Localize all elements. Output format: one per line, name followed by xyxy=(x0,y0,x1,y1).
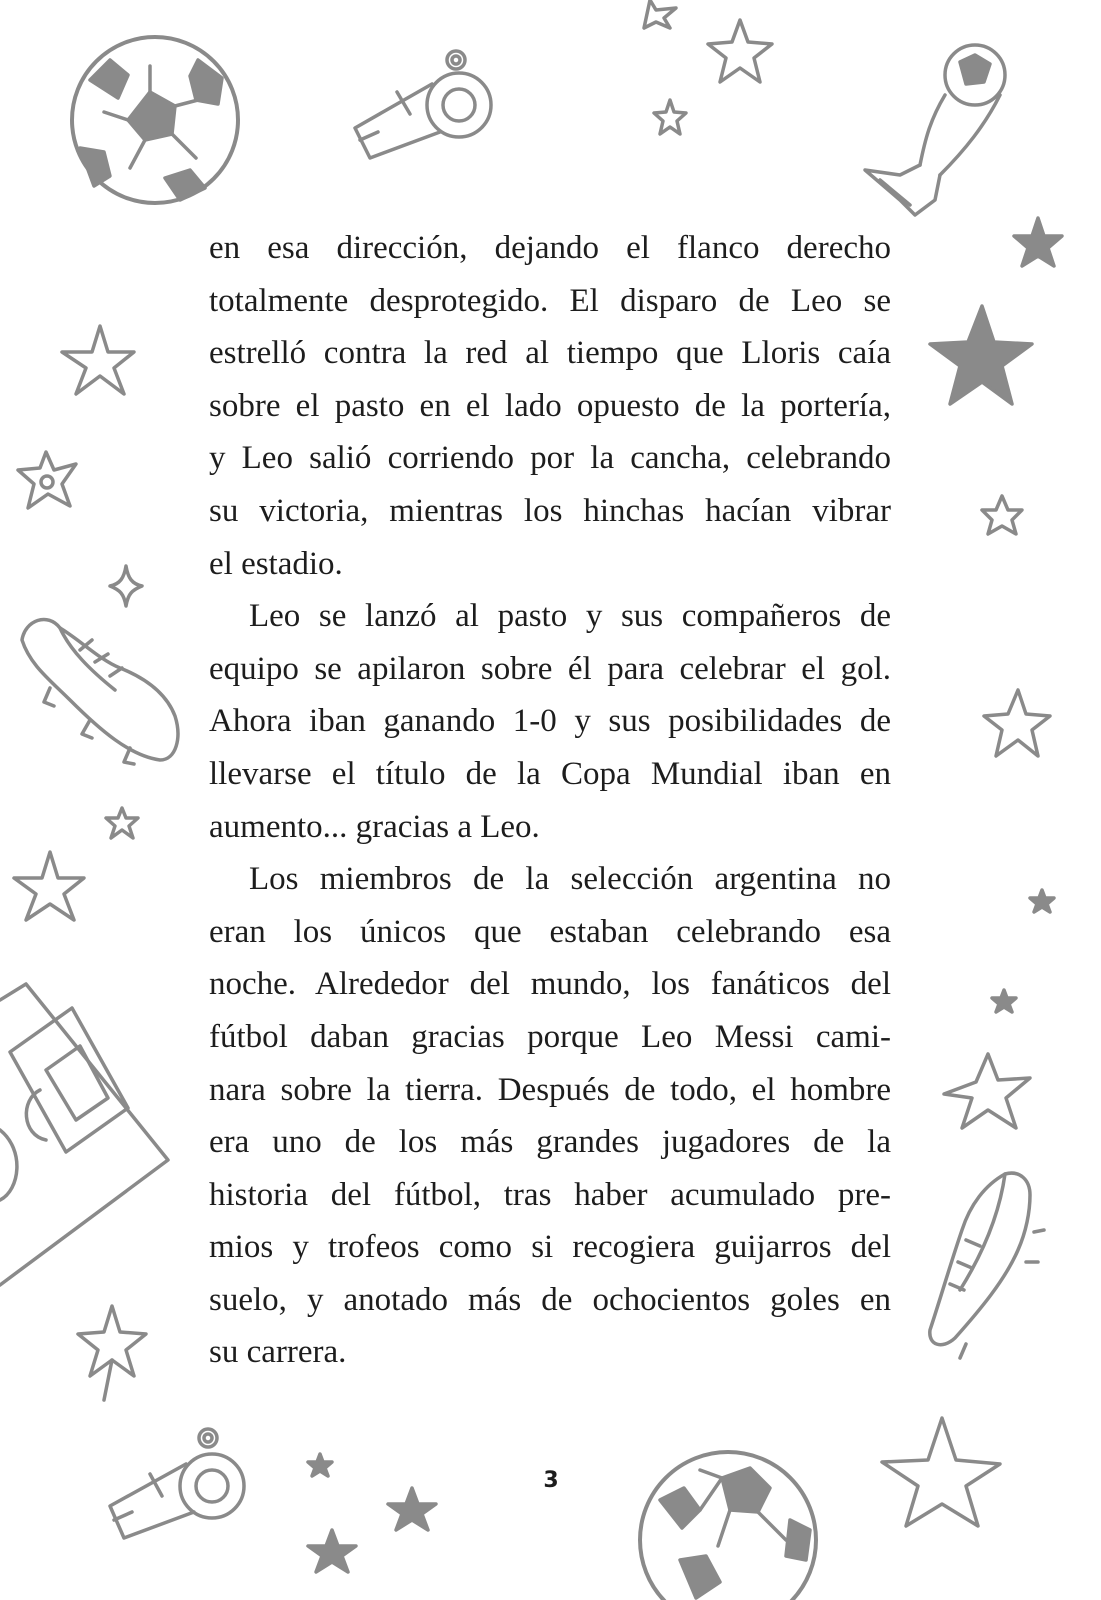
text-line: Leo se lanzó al pasto y sus compañeros de xyxy=(249,598,891,635)
text-line: fútbol daban gracias porque Leo Messi cami- xyxy=(209,1018,891,1055)
star-icon xyxy=(930,306,1032,404)
text-line: totalmente desprotegido. El disparo de Leo se xyxy=(209,282,891,319)
star-icon xyxy=(14,852,84,920)
text-line: nara sobre la tierra. Después de todo, el hombre xyxy=(209,1071,891,1108)
cleat-icon xyxy=(930,1173,1044,1358)
trophy-icon xyxy=(865,45,1005,215)
star-icon xyxy=(18,452,76,508)
star-icon xyxy=(992,990,1016,1012)
star-icon xyxy=(882,1418,1000,1526)
text-line: su victoria, mientras los hinchas hacían vibrar xyxy=(209,492,891,529)
text-line: eran los únicos que estaban celebrando esa xyxy=(209,913,891,950)
star-icon xyxy=(654,100,686,134)
text-line: mios y trofeos como si recogiera guijarros del xyxy=(209,1229,891,1266)
paragraph xyxy=(209,853,891,1379)
star-icon xyxy=(62,326,134,394)
text-line: Ahora iban ganando 1-0 y sus posibilidades de xyxy=(209,703,891,740)
page-number: 3 xyxy=(543,1468,559,1493)
star-icon xyxy=(984,690,1050,756)
soccer-field-icon xyxy=(0,984,168,1285)
cleat-icon xyxy=(22,619,178,764)
star-icon xyxy=(1030,890,1054,912)
text-line: su carrera. xyxy=(209,1334,347,1371)
text-line: sobre el pasto en el lado opuesto de la portería, xyxy=(209,387,891,424)
text-line: y Leo salió corriendo por la cancha, celebrando xyxy=(209,440,891,477)
text-line: aumento... gracias a Leo. xyxy=(209,808,540,845)
star-icon xyxy=(78,1306,146,1400)
paragraph xyxy=(209,590,891,853)
paragraph xyxy=(209,222,891,590)
star-icon xyxy=(106,808,138,838)
star-icon xyxy=(644,0,676,28)
text-line: noche. Alrededor del mundo, los fanáticos del xyxy=(209,966,891,1003)
star-icon xyxy=(308,1454,332,1476)
text-line: llevarse el título de la Copa Mundial iban en xyxy=(209,755,891,792)
soccer-ball-icon xyxy=(72,37,238,203)
star-icon xyxy=(388,1488,436,1530)
text-line: suelo, y anotado más de ochocientos goles en xyxy=(209,1281,891,1318)
whistle-icon xyxy=(110,1429,244,1538)
star-icon xyxy=(1014,218,1062,266)
text-line: el estadio. xyxy=(209,545,343,582)
text-line: era uno de los más grandes jugadores de la xyxy=(209,1124,891,1161)
body-text xyxy=(209,222,891,1379)
text-line: estrelló contra la red al tiempo que Lloris caía xyxy=(209,335,891,372)
whistle-icon xyxy=(355,51,491,158)
star-icon xyxy=(982,496,1022,534)
text-line: en esa dirección, dejando el flanco derecho xyxy=(209,230,891,266)
star-icon xyxy=(944,1054,1030,1128)
star-icon xyxy=(308,1530,356,1572)
text-line: equipo se apilaron sobre él para celebrar el gol. xyxy=(209,650,891,687)
soccer-ball-icon xyxy=(640,1452,816,1600)
text-line: Los miembros de la selección argentina no xyxy=(249,861,891,898)
star-icon xyxy=(708,20,772,82)
star-icon xyxy=(110,566,142,606)
text-line: historia del fútbol, tras haber acumulado pre- xyxy=(209,1176,891,1213)
